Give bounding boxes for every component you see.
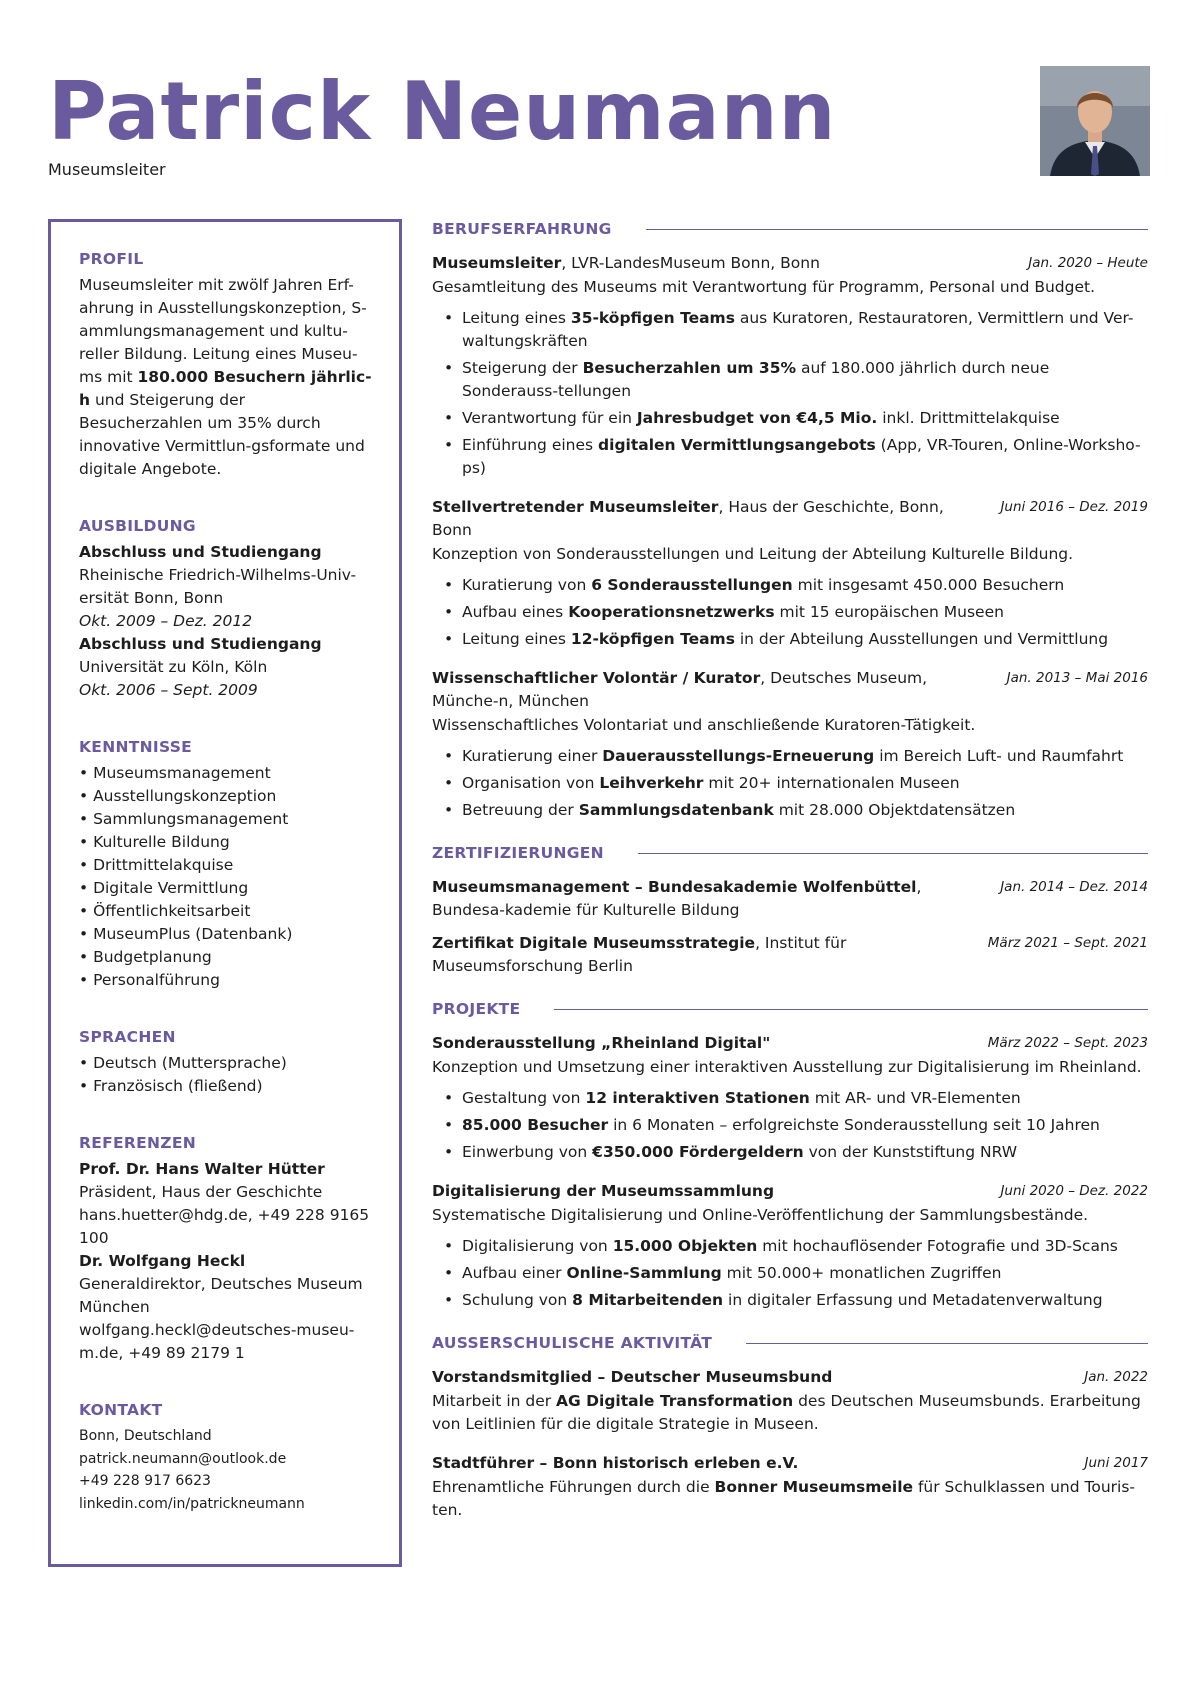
reference-role: Präsident, Haus der Geschichte: [79, 1183, 323, 1201]
contact-heading: KONTAKT: [79, 1401, 163, 1419]
job-entry: [432, 667, 1148, 822]
job-bullets: [432, 574, 1148, 651]
references-heading: REFERENZEN: [79, 1134, 196, 1152]
job-title: Stellvertretender Museumsleiter, Haus der Geschichte, Bonn, Bonn: [432, 498, 944, 539]
reference-role: Generaldirektor, Deutsches Museum München: [79, 1275, 363, 1316]
reference-name: Dr. Wolfgang Heckl: [79, 1252, 246, 1270]
profile-photo: [1040, 66, 1150, 176]
skill-item: • Kulturelle Bildung: [79, 833, 230, 851]
education-dates: Okt. 2009 – Dez. 2012: [79, 612, 253, 630]
skill-item: • MuseumPlus (Datenbank): [79, 925, 293, 943]
job-bullets: [432, 307, 1148, 480]
section-rule: [554, 1009, 1148, 1010]
activity-title: Vorstandsmitglied – Deutscher Museumsbund: [432, 1368, 833, 1386]
languages-heading: SPRACHEN: [79, 1028, 176, 1046]
education-item: [79, 541, 373, 633]
certification-title: Zertifikat Digitale Museumsstrategie, Institut für Museumsforschung Berlin: [432, 934, 847, 975]
reference-contact: wolfgang.heckl@deutsches-museu-m.de, +49 89 2179 1: [79, 1321, 355, 1362]
job-dates: Jan. 2013 – Mai 2016: [1006, 670, 1148, 686]
education-school: Rheinische Friedrich-Wilhelms-Univ-ersität Bonn, Bonn: [79, 566, 357, 607]
bullet-item: • Schulung von 8 Mitarbeitenden in digitaler Erfassung und Metadatenverwaltung: [462, 1289, 1148, 1312]
section-rule: [638, 853, 1148, 854]
education-degree: Abschluss und Studiengang: [79, 635, 322, 653]
bullet-item: • Organisation von Leihverkehr mit 20+ internationalen Museen: [462, 772, 1148, 795]
job-description: Wissenschaftliches Volontariat und anschließende Kuratoren-Tätigkeit.: [432, 716, 976, 734]
bullet-item: • Aufbau eines Kooperationsnetzwerks mit 15 europäischen Museen: [462, 601, 1148, 624]
job-dates: Juni 2016 – Dez. 2019: [1000, 499, 1148, 515]
project-entry: [432, 1032, 1148, 1164]
job-bullets: [432, 745, 1148, 822]
bullet-item: • Kuratierung einer Dauerausstellungs-Erneuerung im Bereich Luft- und Raumfahrt: [462, 745, 1148, 768]
project-description: Konzeption und Umsetzung einer interaktiven Ausstellung zur Digitalisierung im Rheinland.: [432, 1058, 1142, 1076]
bullet-item: • Betreuung der Sammlungsdatenbank mit 28.000 Objektdatensätzen: [462, 799, 1148, 822]
section-rule: [746, 1343, 1148, 1344]
activities-heading: AUSSERSCHULISCHE AKTIVITÄT: [432, 1334, 1148, 1352]
job-entry: [432, 252, 1148, 480]
bullet-item: • Aufbau einer Online-Sammlung mit 50.000+ monatlichen Zugriffen: [462, 1262, 1148, 1285]
certification-entry: [432, 876, 1148, 922]
profile-heading: PROFIL: [79, 250, 144, 268]
bullet-item: • Kuratierung von 6 Sonderausstellungen mit insgesamt 450.000 Besuchern: [462, 574, 1148, 597]
skill-item: • Öffentlichkeitsarbeit: [79, 902, 251, 920]
contact-location: Bonn, Deutschland: [79, 1428, 212, 1444]
reference-item: [79, 1250, 373, 1365]
certification-title: Museumsmanagement – Bundesakademie Wolfenbüttel, Bundesa-kademie für Kulturelle Bildung: [432, 878, 922, 919]
languages-section: [79, 1028, 373, 1098]
skills-section: [79, 738, 373, 992]
project-title: Sonderausstellung „Rheinland Digital": [432, 1034, 771, 1052]
contact-email[interactable]: patrick.neumann@outlook.de: [79, 1450, 287, 1467]
certification-entry: [432, 932, 1148, 978]
languages-list: [79, 1052, 373, 1098]
language-item: • Französisch (fließend): [79, 1077, 263, 1095]
experience-heading: BERUFSERFAHRUNG: [432, 220, 1148, 238]
sidebar: [48, 219, 402, 1567]
contact-phone[interactable]: +49 228 917 6623: [79, 1473, 211, 1489]
section-rule: [646, 229, 1148, 230]
project-bullets: [432, 1235, 1148, 1312]
education-item: [79, 633, 373, 702]
project-title: Digitalisierung der Museumssammlung: [432, 1182, 775, 1200]
job-entry: [432, 496, 1148, 651]
contact-linkedin[interactable]: linkedin.com/in/patrickneumann: [79, 1495, 305, 1512]
main-column: [432, 220, 1148, 1538]
skill-item: • Ausstellungskonzeption: [79, 787, 277, 805]
skill-item: • Digitale Vermittlung: [79, 879, 249, 897]
bullet-item: • Einwerbung von €350.000 Fördergeldern von der Kunststiftung NRW: [462, 1141, 1148, 1164]
job-description: Gesamtleitung des Museums mit Verantwortung für Programm, Personal und Budget.: [432, 278, 1096, 296]
activity-description: Ehrenamtliche Führungen durch die Bonner Museumsmeile für Schulklassen und Touris-ten.: [432, 1478, 1135, 1519]
skills-list: [79, 762, 373, 992]
job-title: Museumsleiter, LVR-LandesMuseum Bonn, Bonn: [432, 254, 820, 272]
job-title: Wissenschaftlicher Volontär / Kurator, Deutsches Museum, Münche-n, München: [432, 669, 928, 710]
skill-item: • Sammlungsmanagement: [79, 810, 289, 828]
education-section: [79, 517, 373, 702]
project-entry: [432, 1180, 1148, 1312]
bullet-item: • Leitung eines 35-köpfigen Teams aus Kuratoren, Restauratoren, Vermittlern und Ver-waltungskräften: [462, 307, 1148, 353]
reference-item: [79, 1158, 373, 1250]
contact-section: [79, 1401, 373, 1515]
project-dates: März 2022 – Sept. 2023: [987, 1035, 1148, 1051]
education-dates: Okt. 2006 – Sept. 2009: [79, 681, 258, 699]
skills-heading: KENNTNISSE: [79, 738, 193, 756]
job-title: Museumsleiter: [48, 160, 166, 179]
bullet-item: • Verantwortung für ein Jahresbudget von €4,5 Mio. inkl. Drittmittelakquise: [462, 407, 1148, 430]
bullet-item: • Gestaltung von 12 interaktiven Stationen mit AR- und VR-Elementen: [462, 1087, 1148, 1110]
bullet-item: • Steigerung der Besucherzahlen um 35% auf 180.000 jährlich durch neue Sonderauss-tellungen: [462, 357, 1148, 403]
person-name: Patrick Neumann: [48, 65, 837, 158]
skill-item: • Personalführung: [79, 971, 220, 989]
certification-dates: März 2021 – Sept. 2021: [987, 935, 1148, 951]
profile-section: [79, 250, 373, 481]
activity-dates: Jan. 2022: [1084, 1369, 1148, 1385]
activity-entry: [432, 1366, 1148, 1436]
activity-title: Stadtführer – Bonn historisch erleben e.V.: [432, 1454, 799, 1472]
bullet-item: • 85.000 Besucher in 6 Monaten – erfolgreichste Sonderausstellung seit 10 Jahren: [462, 1114, 1148, 1137]
education-school: Universität zu Köln, Köln: [79, 658, 268, 676]
projects-heading: PROJEKTE: [432, 1000, 1148, 1018]
job-description: Konzeption von Sonderausstellungen und Leitung der Abteilung Kulturelle Bildung.: [432, 545, 1074, 563]
certifications-heading: ZERTIFIZIERUNGEN: [432, 844, 1148, 862]
bullet-item: • Leitung eines 12-köpfigen Teams in der Abteilung Ausstellungen und Vermittlung: [462, 628, 1148, 651]
bullet-item: • Digitalisierung von 15.000 Objekten mit hochauflösender Fotografie und 3D-Scans: [462, 1235, 1148, 1258]
activity-description: Mitarbeit in der AG Digitale Transformation des Deutschen Museumsbunds. Erarbeitung von Leitlinien für die digitale Strategie in Museen.: [432, 1392, 1141, 1433]
language-item: • Deutsch (Muttersprache): [79, 1054, 287, 1072]
activity-entry: [432, 1452, 1148, 1522]
skill-item: • Budgetplanung: [79, 948, 212, 966]
references-section: [79, 1134, 373, 1365]
project-dates: Juni 2020 – Dez. 2022: [1000, 1183, 1148, 1199]
bullet-item: • Einführung eines digitalen Vermittlungsangebots (App, VR-Touren, Online-Worksho-ps): [462, 434, 1148, 480]
project-description: Systematische Digitalisierung und Online-Veröffentlichung der Sammlungsbestände.: [432, 1206, 1089, 1224]
certification-dates: Jan. 2014 – Dez. 2014: [1000, 879, 1148, 895]
project-bullets: [432, 1087, 1148, 1164]
activity-dates: Juni 2017: [1084, 1455, 1148, 1471]
education-heading: AUSBILDUNG: [79, 517, 196, 535]
education-degree: Abschluss und Studiengang: [79, 543, 322, 561]
profile-text: Museumsleiter mit zwölf Jahren Erf-ahrung in Ausstellungskonzeption, S-ammlungsmanagement und kultu-reller Bildung. Leitung eines Museu-ms mit 180.000 Besuchern jährlic-h und Steigerung der Besucherzahlen um 35% durch innovative Vermittlun-gsformate und digitale Angebote.: [79, 276, 372, 478]
job-dates: Jan. 2020 – Heute: [1028, 255, 1148, 271]
skill-item: • Museumsmanagement: [79, 764, 271, 782]
skill-item: • Drittmittelakquise: [79, 856, 234, 874]
reference-name: Prof. Dr. Hans Walter Hütter: [79, 1160, 325, 1178]
reference-contact: hans.huetter@hdg.de, +49 228 9165 100: [79, 1206, 370, 1247]
